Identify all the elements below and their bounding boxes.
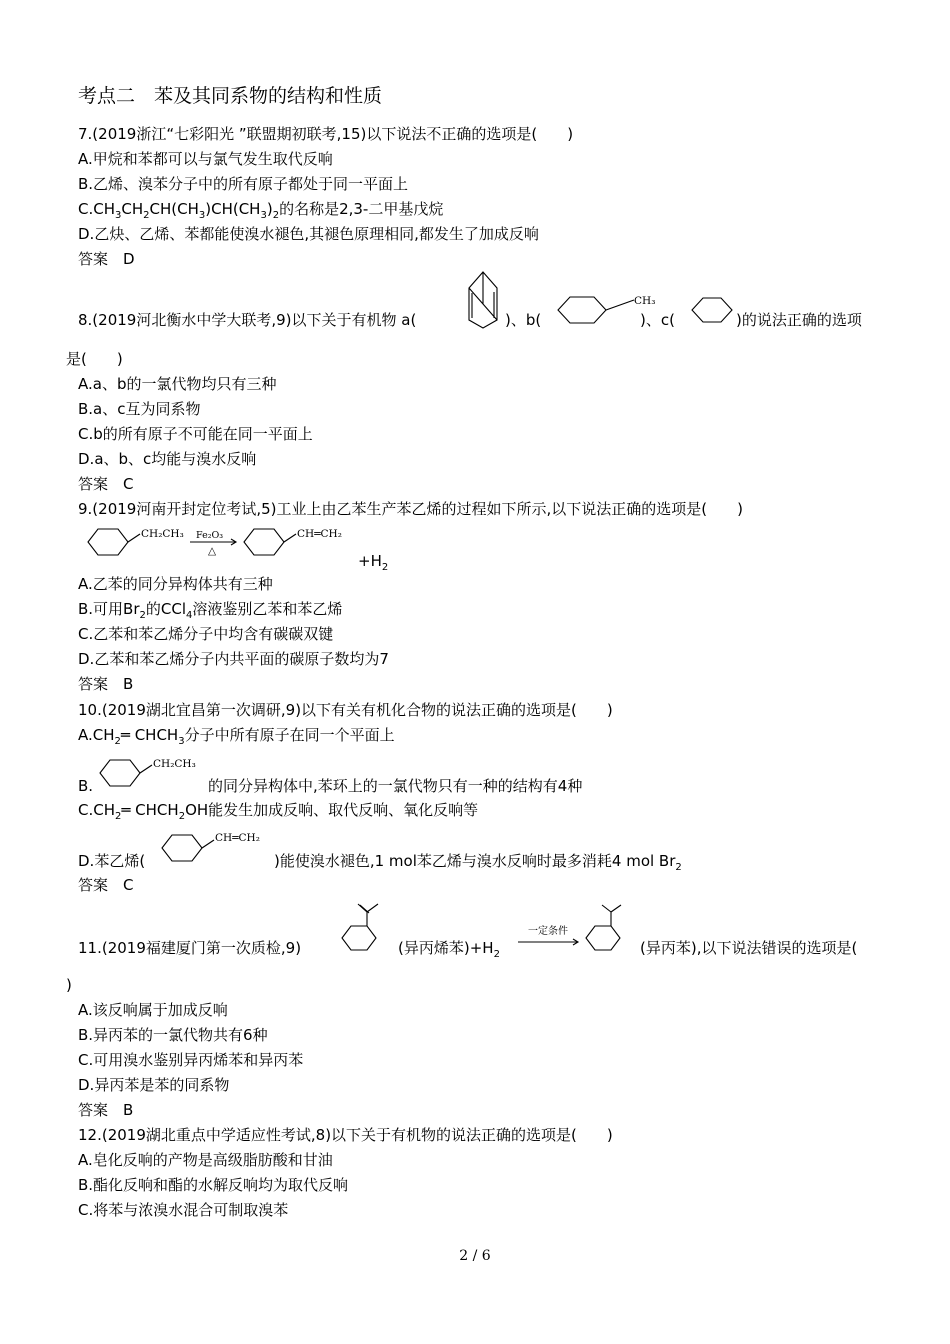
- q7-option-c: [78, 199, 443, 219]
- q9-option-c: C.乙苯和苯乙烯分子中均含有碳碳双键: [78, 625, 334, 643]
- q9-stem: 9.(2019河南开封定位考试,5)工业上由乙苯生产苯乙烯的过程如下所示,以下说法正确的选项是( ): [78, 500, 743, 518]
- q7-option-a: A.甲烷和苯都可以与氯气发生取代反响: [78, 150, 333, 168]
- q8-stem-part2: )、b(: [505, 311, 542, 329]
- arrow-label: 一定条件: [528, 926, 568, 937]
- q8-option-c: C.b的所有原子不可能在同一平面上: [78, 425, 313, 443]
- q11-stem-part3: (异丙苯),以下说法错误的选项是(: [640, 939, 858, 957]
- styrene-ring: [244, 529, 284, 555]
- catalyst-label: Fe₂O₃: [196, 530, 224, 541]
- q11-option-d: D.异丙苯是苯的同系物: [78, 1076, 230, 1094]
- q10-d-text: )能使溴水褪色,1 mol苯乙烯与溴水反响时最多消耗4 mol Br: [274, 852, 676, 870]
- q11-option-c: C.可用溴水鉴别异丙烯苯和异丙苯: [78, 1051, 304, 1069]
- q10-c-text: ═ CHCH: [121, 801, 179, 819]
- q12-option-b: B.酯化反响和酯的水解反响均为取代反响: [78, 1176, 349, 1194]
- toluene-structure-b: [548, 294, 656, 328]
- q8-stem-part1: 8.(2019河北衡水中学大联考,9)以下关于有机物 a(: [78, 311, 417, 329]
- toluene-label: CH₃: [634, 295, 656, 307]
- q7-c-text: CH(CH: [149, 200, 199, 218]
- ethylbenzene-structure: [96, 750, 206, 796]
- q7-stem: 7.(2019浙江“七彩阳光 ”联盟期初联考,15)以下说法不正确的选项是( ): [78, 125, 574, 143]
- q12-option-c: C.将苯与浓溴水混合可制取溴苯: [78, 1201, 289, 1219]
- q8-answer: 答案 C: [78, 475, 134, 493]
- q9-b-text: B.可用Br: [78, 600, 140, 618]
- styrene-label: CH═CH₂: [297, 528, 342, 540]
- q9-option-b: [78, 599, 342, 619]
- q11-stem-part2: [398, 938, 500, 958]
- q7-c-text: ): [266, 200, 273, 218]
- q9-answer: 答案 B: [78, 675, 134, 693]
- plus-h-text: +H: [358, 552, 382, 570]
- q10-option-a: [78, 725, 395, 745]
- subscript: 4: [186, 610, 193, 621]
- q9-b-text: 溶液鉴别乙苯和苯乙烯: [192, 600, 343, 618]
- q11-answer: 答案 B: [78, 1101, 134, 1119]
- q8-option-d: D.a、b、c均能与溴水反响: [78, 450, 257, 468]
- q8-stem-part4: )的说法正确的选项: [736, 311, 862, 329]
- q10-a-text: 分子中所有原子在同一个平面上: [184, 726, 395, 744]
- subscript: 2: [381, 562, 389, 573]
- q10-stem: 10.(2019湖北宜昌第一次调研,9)以下有关有机化合物的说法正确的选项是( ): [78, 701, 613, 719]
- subscript: 3: [178, 736, 185, 747]
- q7-option-b: B.乙烯、溴苯分子中的所有原子都处于同一平面上: [78, 175, 409, 193]
- ethylbenzene-label: CH₂CH₃: [153, 758, 196, 770]
- q11-stem-part1: 11.(2019福建厦门第一次质检,9): [78, 939, 302, 957]
- q10-a-text: ═ CHCH: [120, 726, 179, 744]
- q7-option-d: D.乙炔、乙烯、苯都能使溴水褪色,其褪色原理相同,都发生了加成反响: [78, 225, 539, 243]
- q10-c-text: OH能发生加成反响、取代反响、氧化反响等: [185, 801, 479, 819]
- condition-arrow: [516, 920, 584, 950]
- isopropylbenzene-structure: [580, 900, 636, 960]
- q11-option-b: B.异丙苯的一氯代物共有6种: [78, 1026, 268, 1044]
- q8-stem-part3: )、c(: [640, 311, 675, 329]
- benzene-structure-c: [688, 295, 736, 327]
- q10-option-b: 的同分异构体中,苯环上的一氯代物只有一种的结构有4种: [208, 777, 583, 795]
- styrene-structure: [158, 824, 276, 872]
- subscript: 3: [115, 210, 122, 221]
- page-number: 2 / 6: [459, 1248, 491, 1264]
- q9-reaction-equation: [84, 520, 394, 570]
- subscript: 2: [675, 862, 682, 873]
- q9-hydrogen: [358, 551, 388, 571]
- q7-c-text: CH: [121, 200, 144, 218]
- subscript: 2: [115, 811, 122, 822]
- subscript: 2: [114, 736, 121, 747]
- q10-option-b-prefix: B.: [78, 777, 94, 795]
- q8-option-b: B.a、c互为同系物: [78, 400, 201, 418]
- subscript: 2: [143, 210, 150, 221]
- q10-c-text: C.CH: [78, 801, 115, 819]
- subscript: 2: [178, 811, 186, 822]
- heat-label: △: [208, 545, 217, 557]
- q12-stem: 12.(2019湖北重点中学适应性考试,8)以下关于有机物的说法正确的选项是( ): [78, 1126, 613, 1144]
- styrene-label: CH═CH₂: [215, 832, 260, 844]
- q12-option-a: A.皂化反响的产物是高级脂肪酸和甘油: [78, 1151, 333, 1169]
- q8-option-a: A.a、b的一氯代物均只有三种: [78, 375, 277, 393]
- q8-stem-cont: 是( ): [66, 350, 123, 368]
- ethylbenzene-label: CH₂CH₃: [141, 528, 184, 540]
- q11-text: (异丙烯苯)+H: [398, 939, 494, 957]
- q10-option-d: [274, 851, 682, 871]
- q7-c-text: )CH(CH: [205, 200, 261, 218]
- q11-stem-cont: ): [66, 976, 72, 994]
- subscript: 2: [493, 949, 500, 960]
- q10-a-text: A.CH: [78, 726, 115, 744]
- subscript: 3: [198, 210, 206, 221]
- subscript: 2: [272, 210, 280, 221]
- q9-b-text: 的CCl: [145, 600, 187, 618]
- subscript: 3: [260, 210, 267, 221]
- subscript: 2: [139, 610, 146, 621]
- q9-option-d: D.乙苯和苯乙烯分子内共平面的碳原子数均为7: [78, 650, 389, 668]
- q10-answer: 答案 C: [78, 876, 134, 894]
- isopropenylbenzene-structure: [334, 900, 394, 960]
- q10-option-d-prefix: D.苯乙烯(: [78, 852, 146, 870]
- q7-c-text: 的名称是2,3-二甲基戊烷: [279, 200, 444, 218]
- q10-option-c: [78, 800, 478, 820]
- section-title: 考点二 苯及其同系物的结构和性质: [78, 85, 383, 107]
- q9-option-a: A.乙苯的同分异构体共有三种: [78, 575, 273, 593]
- q11-option-a: A.该反响属于加成反响: [78, 1001, 228, 1019]
- ethylbenzene-ring: [88, 529, 128, 555]
- bicyclic-structure-a: [462, 268, 504, 332]
- q7-c-text: C.CH: [78, 200, 115, 218]
- q7-answer: 答案 D: [78, 250, 135, 268]
